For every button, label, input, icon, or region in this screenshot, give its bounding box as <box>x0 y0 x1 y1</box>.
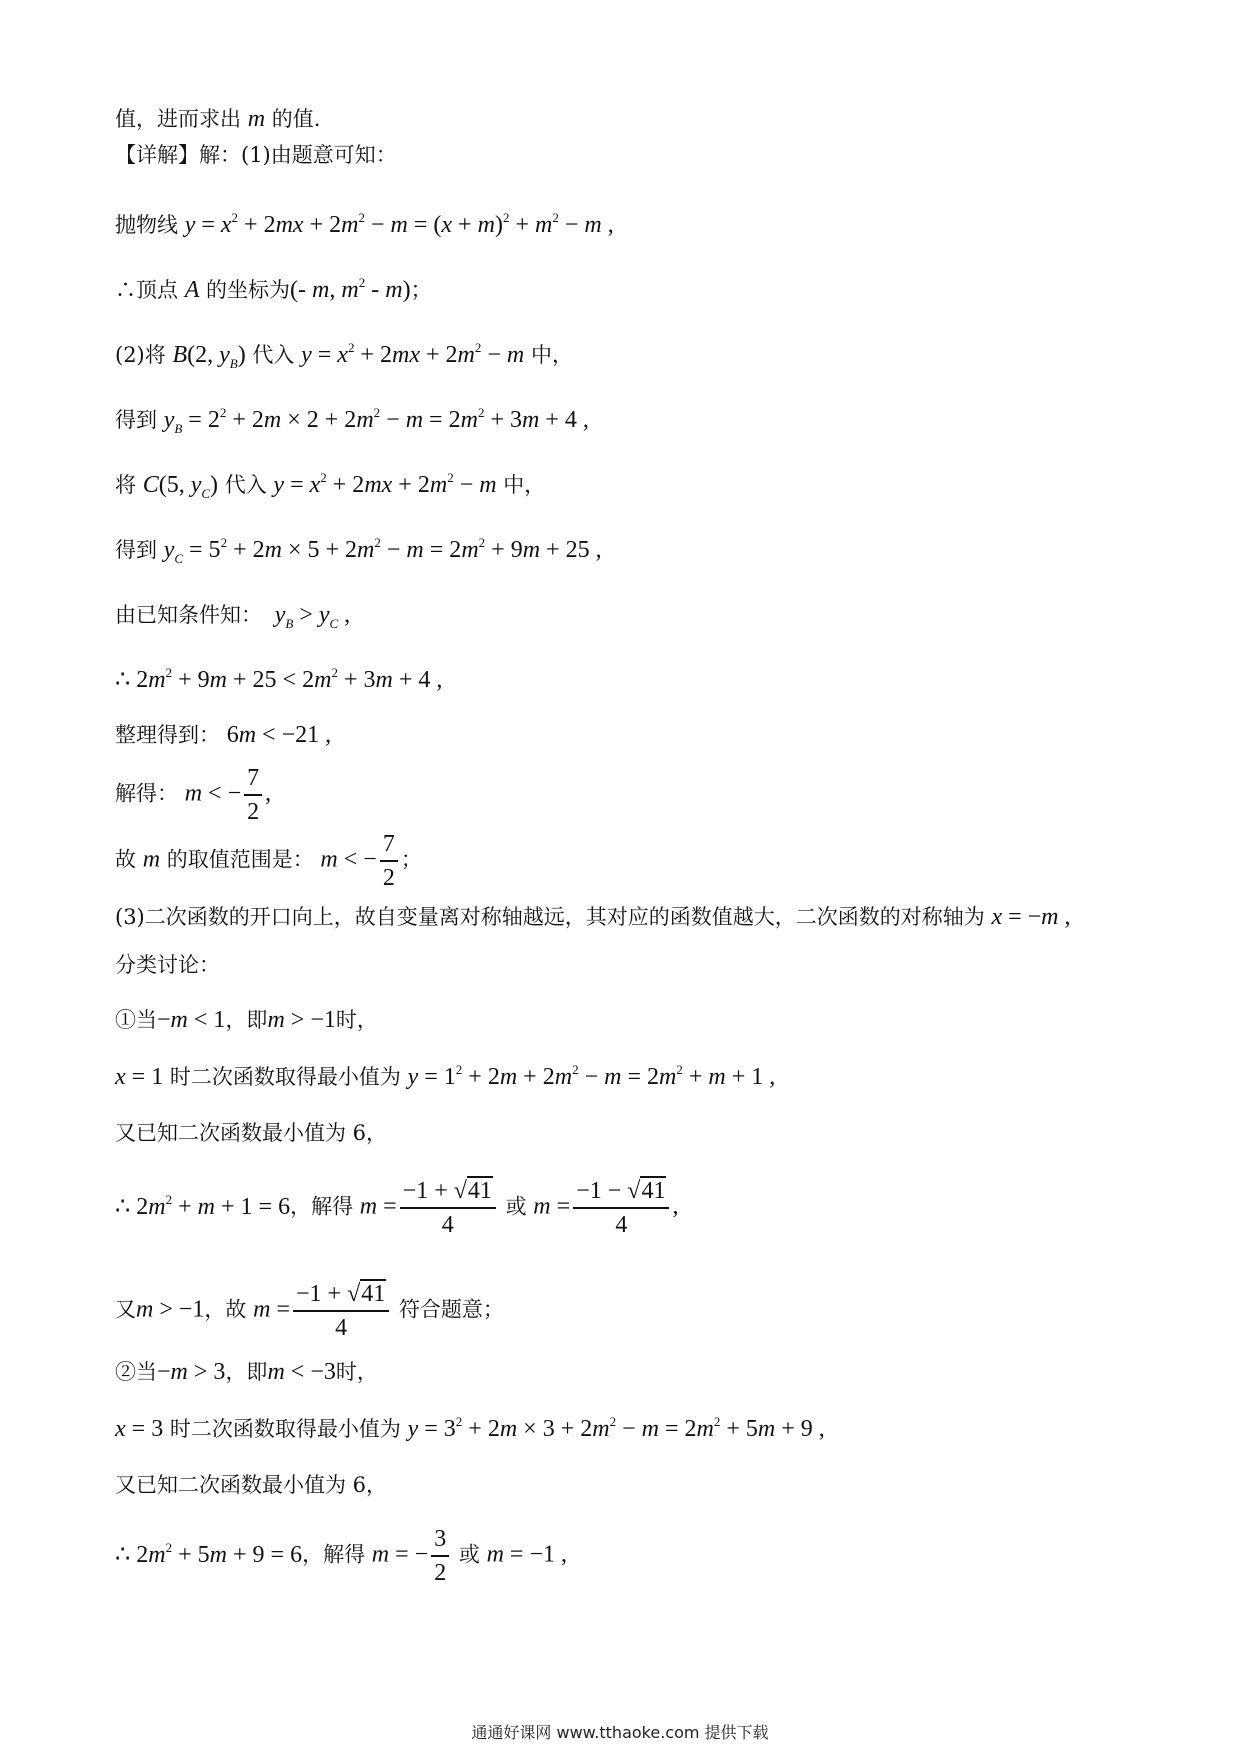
line-17: x = 1 时二次函数取得最小值为 $y = 1^2 + 2m + 2m^2 - m = 2m^2 + m + 1$ , <box>115 1062 776 1090</box>
text: 或 <box>458 1542 480 1567</box>
text: 又已知二次函数最小值为 6， <box>115 1121 388 1145</box>
text: ，解得 <box>290 1194 354 1219</box>
footer-watermark: 通通好课网 www.tthaoke.com 提供下载 <box>471 1723 769 1742</box>
line-15 <box>115 950 220 980</box>
text: ，解得 <box>302 1542 366 1567</box>
text: 得到 <box>115 408 157 432</box>
text: ①当 <box>115 1008 157 1032</box>
text: 中， <box>530 343 573 367</box>
text: 将 <box>115 473 136 497</box>
text: ，故 <box>204 1297 247 1322</box>
text: 分类讨论： <box>115 953 220 977</box>
line-7: 将 C(5, $y_C$) 代入 $y = x^2 + 2mx + 2m^2 - m$ 中， <box>115 470 546 501</box>
text: 的取值范围是： <box>166 847 314 872</box>
text: 【详解】解：(1)由题意可知： <box>115 143 397 167</box>
line-10: ∴ $2m^2 + 9m + 25 < 2m^2 + 3m + 4$ , <box>115 665 443 693</box>
text: 代入 <box>224 473 267 497</box>
line-6: 得到 $y_B = 2^2 + 2m \times 2 + 2m^2 - m = 2m^2 + 3m + 4$ , <box>115 405 589 436</box>
text: 又已知二次函数最小值为 6， <box>115 1473 388 1497</box>
line-23 <box>115 1470 387 1500</box>
text: 中， <box>503 473 546 497</box>
line-11: 整理得到： 6m < −21 , <box>115 722 332 748</box>
text: 值，进而求出 <box>115 107 241 131</box>
text: 时， <box>335 1360 378 1384</box>
line-1: 值，进而求出 m 的值. <box>115 106 321 132</box>
line-19: ∴ $2m^2 + m + 1 = 6$，解得 m = $\frac{-1 + √41}{4}$ 或 m = $\frac{-1 - √41}{4}$ , <box>115 1175 678 1241</box>
text: 故 <box>115 847 136 872</box>
text: 符合题意； <box>398 1297 504 1322</box>
line-22: x = 3 时二次函数取得最小值为 $y = 3^2 + 2m \times 3 + 2m^2 - m = 2m^2 + 5m + 9$ , <box>115 1414 825 1442</box>
text: ②当 <box>115 1360 157 1384</box>
line-24: ∴ $2m^2 + 5m + 9 = 6$，解得 m = − $\frac{3}{2}$ 或 m = −1 , <box>115 1523 567 1589</box>
line-4: ∴顶点 A 的坐标为(- m, $m^2 - m$)； <box>115 275 432 303</box>
text: 代入 <box>252 343 295 367</box>
line-18 <box>115 1118 387 1148</box>
line-2 <box>115 140 397 170</box>
line-5: (2)将 B(2, $y_B$) 代入 $y = x^2 + 2mx + 2m^2 - m$ 中， <box>115 340 573 371</box>
text: 整理得到： <box>115 723 220 747</box>
text: 由已知条件知： <box>115 603 262 627</box>
line-3: 抛物线 $y = x^2 + 2mx + 2m^2 - m = (x + m)^2 + m^2 - m$ , <box>115 210 614 238</box>
text: 的值. <box>271 107 321 131</box>
text: 时二次函数取得最小值为 <box>169 1065 401 1089</box>
text: (3)二次函数的开口向上，故自变量离对称轴越远，其对应的函数值越大，二次函数的对称轴为 <box>115 905 985 929</box>
line-21: ②当−m > 3，即m < −3时， <box>115 1359 378 1385</box>
line-12: 解得： m < − $\frac{7}{2}$ , <box>115 762 271 828</box>
text: (2)将 <box>115 343 166 367</box>
line-14: (3)二次函数的开口向上，故自变量离对称轴越远，其对应的函数值越大，二次函数的对称轴为 x = −m , <box>115 904 1071 930</box>
line-16: ①当−m < 1，即m > −1时， <box>115 1007 378 1033</box>
text: ∴顶点 <box>115 278 178 302</box>
line-9: 由已知条件知： $y_B > y_C$ , <box>115 602 351 631</box>
line-8: 得到 $y_C = 5^2 + 2m \times 5 + 2m^2 - m = 2m^2 + 9m + 25$ , <box>115 535 602 566</box>
text: 或 <box>505 1194 527 1219</box>
text: 时， <box>335 1008 378 1032</box>
text: 时二次函数取得最小值为 <box>169 1417 401 1441</box>
text: 解得： <box>115 781 178 806</box>
line-20: 又m > −1，故 m = $\frac{-1 + √41}{4}$ 符合题意； <box>115 1278 504 1344</box>
text: ，即 <box>225 1008 268 1032</box>
text: 得到 <box>115 538 157 562</box>
text: 又 <box>115 1297 136 1322</box>
text: 的坐标为 <box>206 278 291 302</box>
line-13: 故 m 的取值范围是： m < − $\frac{7}{2}$ ； <box>115 828 422 894</box>
text: ，即 <box>225 1360 268 1384</box>
text: 抛物线 <box>115 213 178 237</box>
